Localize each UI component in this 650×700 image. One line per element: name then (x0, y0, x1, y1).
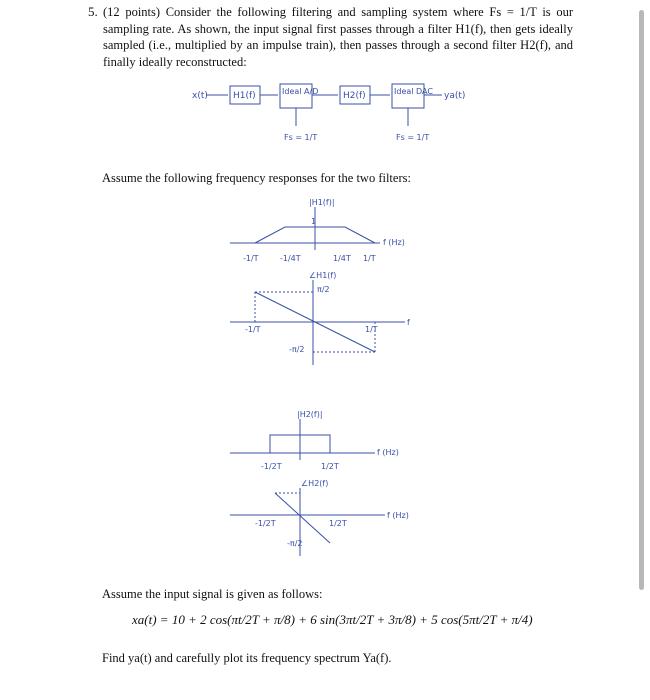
h1-phase-neg-pi-2: -π/2 (289, 345, 305, 354)
h1-magnitude-plot (225, 195, 445, 280)
h1-phase-pi-2: π/2 (317, 285, 330, 294)
h2-mag-tick-neg: -1/2T (261, 462, 282, 471)
h1-phase-plot (225, 270, 445, 370)
bd-input-label: x(t) (192, 91, 208, 101)
h2-mag-title: |H2(f)| (297, 410, 323, 419)
h2-phase-neg-pi-2: -π/2 (287, 539, 303, 548)
h1-mag-tick-1-4T: 1/4T (333, 254, 351, 263)
h1-phase-tick-pos: 1/T (365, 325, 378, 334)
h1-mag-tick-neg-1-4T: -1/4T (280, 254, 301, 263)
clock-ad-label: Fs = 1/T (284, 133, 318, 142)
h2-phase-title: ∠H2(f) (301, 479, 329, 488)
problem-intro-text: (12 points) Consider the following filtering and sampling system where Fs = 1/T is our sampling rate. As shown, the input signal first passes through a filter H1(f), then gets ideally sampled (i.e., multiplied by an impulse train), then passes through a second filter H2(f), and finally ideally reconstructed: (103, 5, 573, 69)
block-h2-label: H2(f) (343, 91, 366, 101)
block-h1-label: H1(f) (233, 91, 256, 101)
h2-magnitude-plot (225, 405, 445, 480)
input-signal-formula: xa(t) = 10 + 2 cos(πt/2T + π/8) + 6 sin(3πt/2T + 3π/8) + 5 cos(5πt/2T + π/4) (132, 612, 533, 627)
h1-mag-tick-neg-1T: -1/T (243, 254, 259, 263)
h1-mag-title: |H1(f)| (309, 198, 335, 207)
clock-dac-label: Fs = 1/T (396, 133, 430, 142)
h2-phase-line (275, 493, 330, 543)
h2-mag-tick-pos: 1/2T (321, 462, 339, 471)
problem-number: 5. (88, 4, 98, 19)
block-dac-label: Ideal DAC (394, 87, 433, 96)
assume-input-text: Assume the input signal is given as follows: (102, 587, 323, 601)
h1-phase-tick-neg: -1/T (245, 325, 261, 334)
h2-phase-tick-pos: 1/2T (329, 519, 347, 528)
h1-phase-axis: f (407, 318, 410, 327)
h1-mag-tick-1T: 1/T (363, 254, 376, 263)
find-instruction: Find ya(t) and carefully plot its frequency spectrum Ya(f). (102, 651, 392, 665)
scrollbar[interactable] (639, 10, 644, 590)
block-ad-label: Ideal A/D (282, 87, 319, 96)
h1-mag-one: 1 (311, 217, 317, 226)
h2-phase-tick-neg: -1/2T (255, 519, 276, 528)
h2-phase-axis: f (Hz) (387, 511, 409, 520)
block-diagram (180, 82, 480, 152)
assume-filters-text: Assume the following frequency responses for the two filters: (102, 171, 411, 185)
bd-output-label: ya(t) (444, 91, 466, 101)
h1-mag-axis: f (Hz) (383, 238, 405, 247)
h2-mag-axis: f (Hz) (377, 448, 399, 457)
h1-phase-title: ∠H1(f) (309, 271, 337, 280)
problem-intro (103, 4, 573, 70)
h2-phase-plot (225, 478, 445, 558)
